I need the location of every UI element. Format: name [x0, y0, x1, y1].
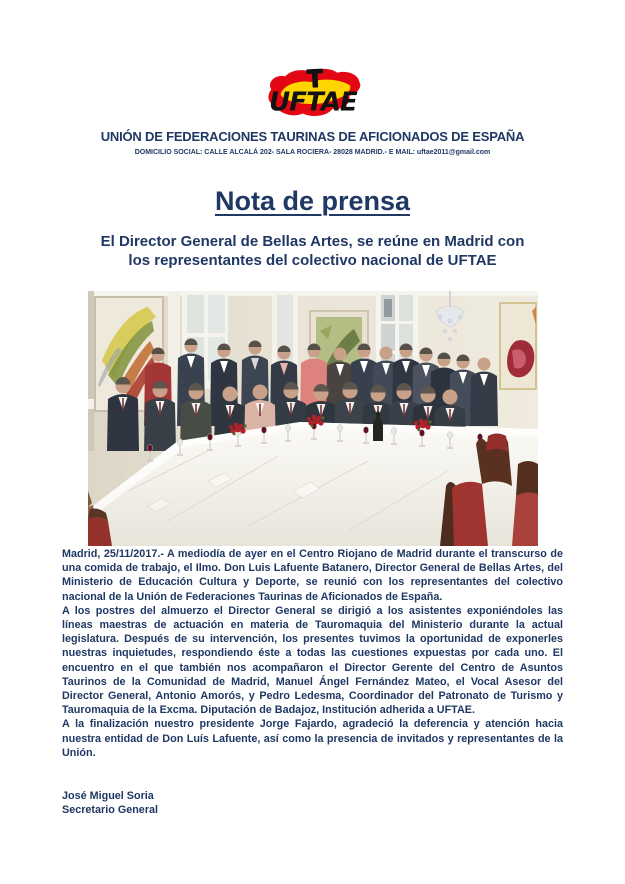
uftae-logo-graphic — [262, 64, 364, 124]
headline-line-1: El Director General de Bellas Artes, se reúne en Madrid con — [100, 233, 525, 250]
headline-line-2: los representantes del colectivo nacional de UFTAE — [128, 252, 497, 269]
body-paragraph: A la finalización nuestro presidente Jorge Fajardo, agradeció la deferencia y atención hacia nuestra entidad de Don Luís Lafuente, así como la presencia de invitados y representantes de la Unión. — [62, 718, 563, 759]
body-paragraph: Madrid, 25/11/2017.- A mediodía de ayer en el Centro Riojano de Madrid durante el transcurso de una comida de trabajo, el Ilmo. Don Luis Lafuente Batanero, Director General de Bellas Artes, del Ministerio de Educación Cultura y Deporte, se reunió con los representantes del colectivo nacional de la Unión de Federaciones Taurinas de Aficionados de España. — [62, 548, 563, 603]
uftae-logo — [0, 64, 625, 124]
body-paragraph: A los postres del almuerzo el Director General se dirigió a los asistentes exponiéndoles las líneas maestras de actuación en materia de Tauromaquia del Ministerio durante la actual legislatura. Después de su intervención, los presentes tuvimos la oportunidad de exponerles nuestras inquietudes, respondiendo éste a todas las cuestiones expuestas por cada uno. El encuentro en el que también nos acompañaron el Director Gerente del Centro de Asuntos Taurinos de la Comunidad de Madrid, Manuel Ángel Fernández Mateo, el Vocal Asesor del Director General, Antonio Amorós, y Pedro Ledesma, Coordinador del Patronato de Turismo y Tauromaquia de la Excma. Diputación de Badajoz, Institución adherida a UFTAE. — [62, 604, 563, 717]
group-photo — [88, 291, 538, 546]
signature-name: José Miguel Soria — [62, 790, 154, 802]
logo-text: UFTAE — [268, 87, 357, 118]
headline — [62, 232, 563, 270]
body-text — [62, 547, 563, 760]
page-title: Nota de prensa — [214, 186, 411, 216]
signature-block — [62, 789, 563, 817]
org-address: DOMICILIO SOCIAL: CALLE ALCALÁ 202- SALA ROCIERA- 28028 MADRID.- E MAIL: uftae2011@gmail.com — [134, 149, 491, 156]
painting-right — [500, 303, 536, 389]
org-name: UNIÓN DE FEDERACIONES TAURINAS DE AFICIONADOS DE ESPAÑA — [100, 129, 525, 144]
signature-role: Secretario General — [62, 804, 159, 816]
